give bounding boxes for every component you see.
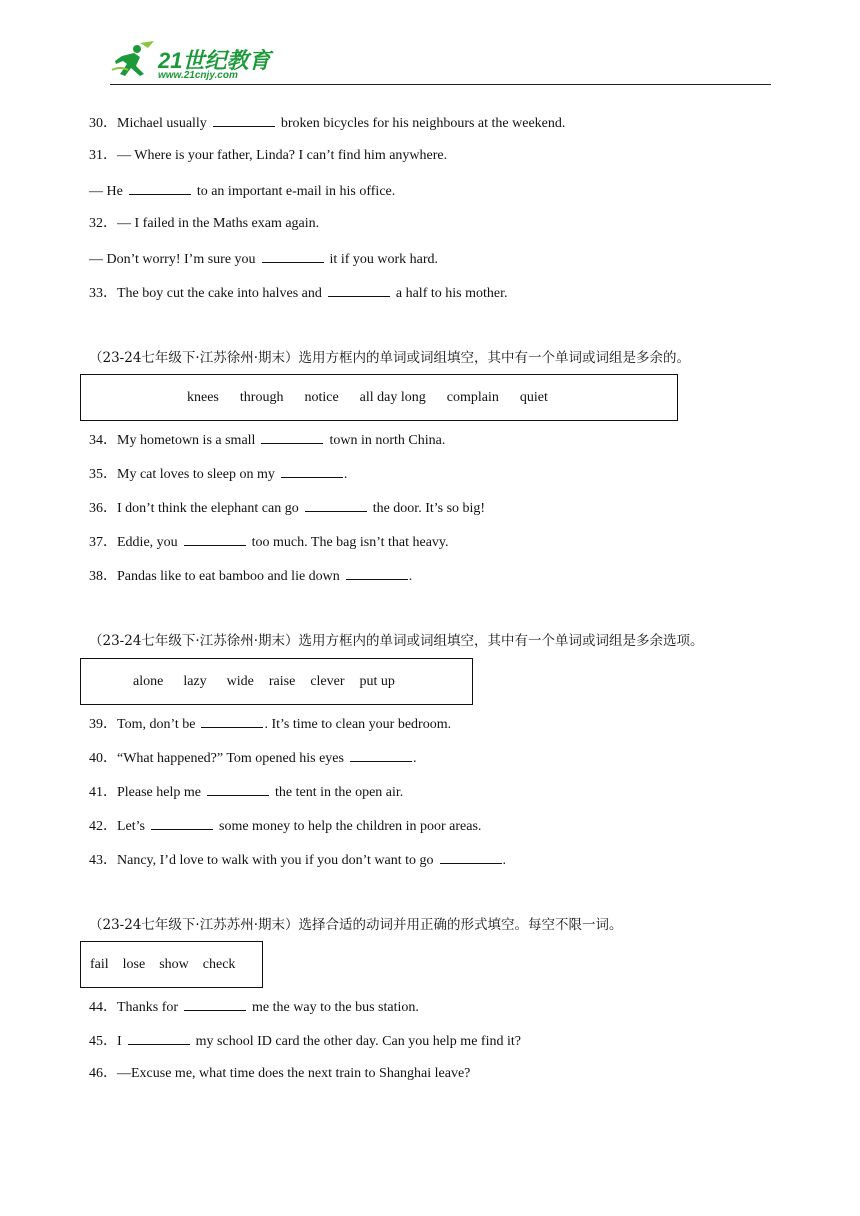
answer-blank[interactable] — [184, 997, 246, 1011]
question-43: 43．Nancy, I’d love to walk with you if you don’t want to go . — [89, 850, 506, 870]
answer-blank[interactable] — [261, 430, 323, 444]
answer-blank[interactable] — [346, 566, 408, 580]
section-4-instruction: （23-24七年级下·江苏苏州·期末）选择合适的动词并用正确的形式填空。每空不限一词。 — [89, 917, 623, 933]
logo — [110, 40, 280, 84]
question-31-reply: — He to an important e-mail in his office. — [89, 181, 395, 201]
question-39: 39．Tom, don’t be . It’s time to clean your bedroom. — [89, 714, 451, 734]
question-32: 32．— I failed in the Maths exam again. — [89, 216, 320, 231]
word-bank-item: raise — [268, 673, 296, 689]
question-38: 38．Pandas like to eat bamboo and lie down . — [89, 566, 412, 586]
question-32-reply: — Don’t worry! I’m sure you it if you work hard. — [89, 249, 438, 269]
word-bank-box — [80, 941, 263, 988]
question-30: 30．Michael usually broken bicycles for his neighbours at the weekend. — [89, 113, 565, 133]
answer-blank[interactable] — [128, 1031, 190, 1045]
word-bank-item: alone — [133, 673, 164, 689]
word-bank-item: quiet — [519, 389, 548, 405]
word-bank-item: all day long — [359, 389, 426, 405]
answer-blank[interactable] — [213, 113, 275, 127]
word-bank-item: lose — [122, 956, 146, 972]
answer-blank[interactable] — [201, 714, 263, 728]
word-bank-item: fail — [90, 956, 109, 972]
word-bank-box — [80, 658, 473, 705]
word-bank-item: complain — [446, 389, 499, 405]
runner-logo-icon — [110, 40, 158, 84]
question-44: 44．Thanks for me the way to the bus station. — [89, 997, 419, 1017]
section-3-instruction: （23-24七年级下·江苏徐州·期末）选用方框内的单词或词组填空，其中有一个单词或词组是多余选项。 — [89, 633, 704, 649]
question-33: 33．The boy cut the cake into halves and a half to his mother. — [89, 283, 507, 303]
question-34: 34．My hometown is a small town in north China. — [89, 430, 445, 450]
question-41: 41．Please help me the tent in the open air. — [89, 782, 403, 802]
question-37: 37．Eddie, you too much. The bag isn’t that heavy. — [89, 532, 449, 552]
word-bank-item: put up — [359, 673, 395, 689]
question-46: 46．—Excuse me, what time does the next train to Shanghai leave? — [89, 1066, 471, 1081]
question-42: 42．Let’s some money to help the children in poor areas. — [89, 816, 481, 836]
question-36: 36．I don’t think the elephant can go the door. It’s so big! — [89, 498, 485, 518]
answer-blank[interactable] — [129, 181, 191, 195]
word-bank-item: through — [239, 389, 284, 405]
answer-blank[interactable] — [350, 748, 412, 762]
logo-sub-text: www.21cnjy.com — [158, 70, 238, 81]
answer-blank[interactable] — [328, 283, 390, 297]
answer-blank[interactable] — [305, 498, 367, 512]
answer-blank[interactable] — [262, 249, 324, 263]
word-bank-item: lazy — [183, 673, 207, 689]
word-bank-box — [80, 374, 678, 421]
header-divider — [110, 84, 771, 85]
word-bank-item: knees — [187, 389, 219, 405]
answer-blank[interactable] — [281, 464, 343, 478]
word-bank-item: clever — [310, 673, 345, 689]
answer-blank[interactable] — [440, 850, 502, 864]
page-header — [0, 0, 860, 90]
answer-blank[interactable] — [151, 816, 213, 830]
word-bank-item: wide — [226, 673, 254, 689]
answer-blank[interactable] — [184, 532, 246, 546]
question-45: 45．I my school ID card the other day. Can you help me find it? — [89, 1031, 521, 1051]
word-bank-item: notice — [304, 389, 339, 405]
question-40: 40．“What happened?” Tom opened his eyes . — [89, 748, 416, 768]
answer-blank[interactable] — [207, 782, 269, 796]
question-35: 35．My cat loves to sleep on my . — [89, 464, 347, 484]
section-2-instruction: （23-24七年级下·江苏徐州·期末）选用方框内的单词或词组填空，其中有一个单词或词组是多余的。 — [89, 350, 690, 366]
question-31: 31．— Where is your father, Linda? I can’t find him anywhere. — [89, 148, 448, 163]
word-bank-item: check — [202, 956, 236, 972]
logo-main-text: 21世纪教育 — [158, 48, 271, 73]
word-bank-item: show — [159, 956, 189, 972]
